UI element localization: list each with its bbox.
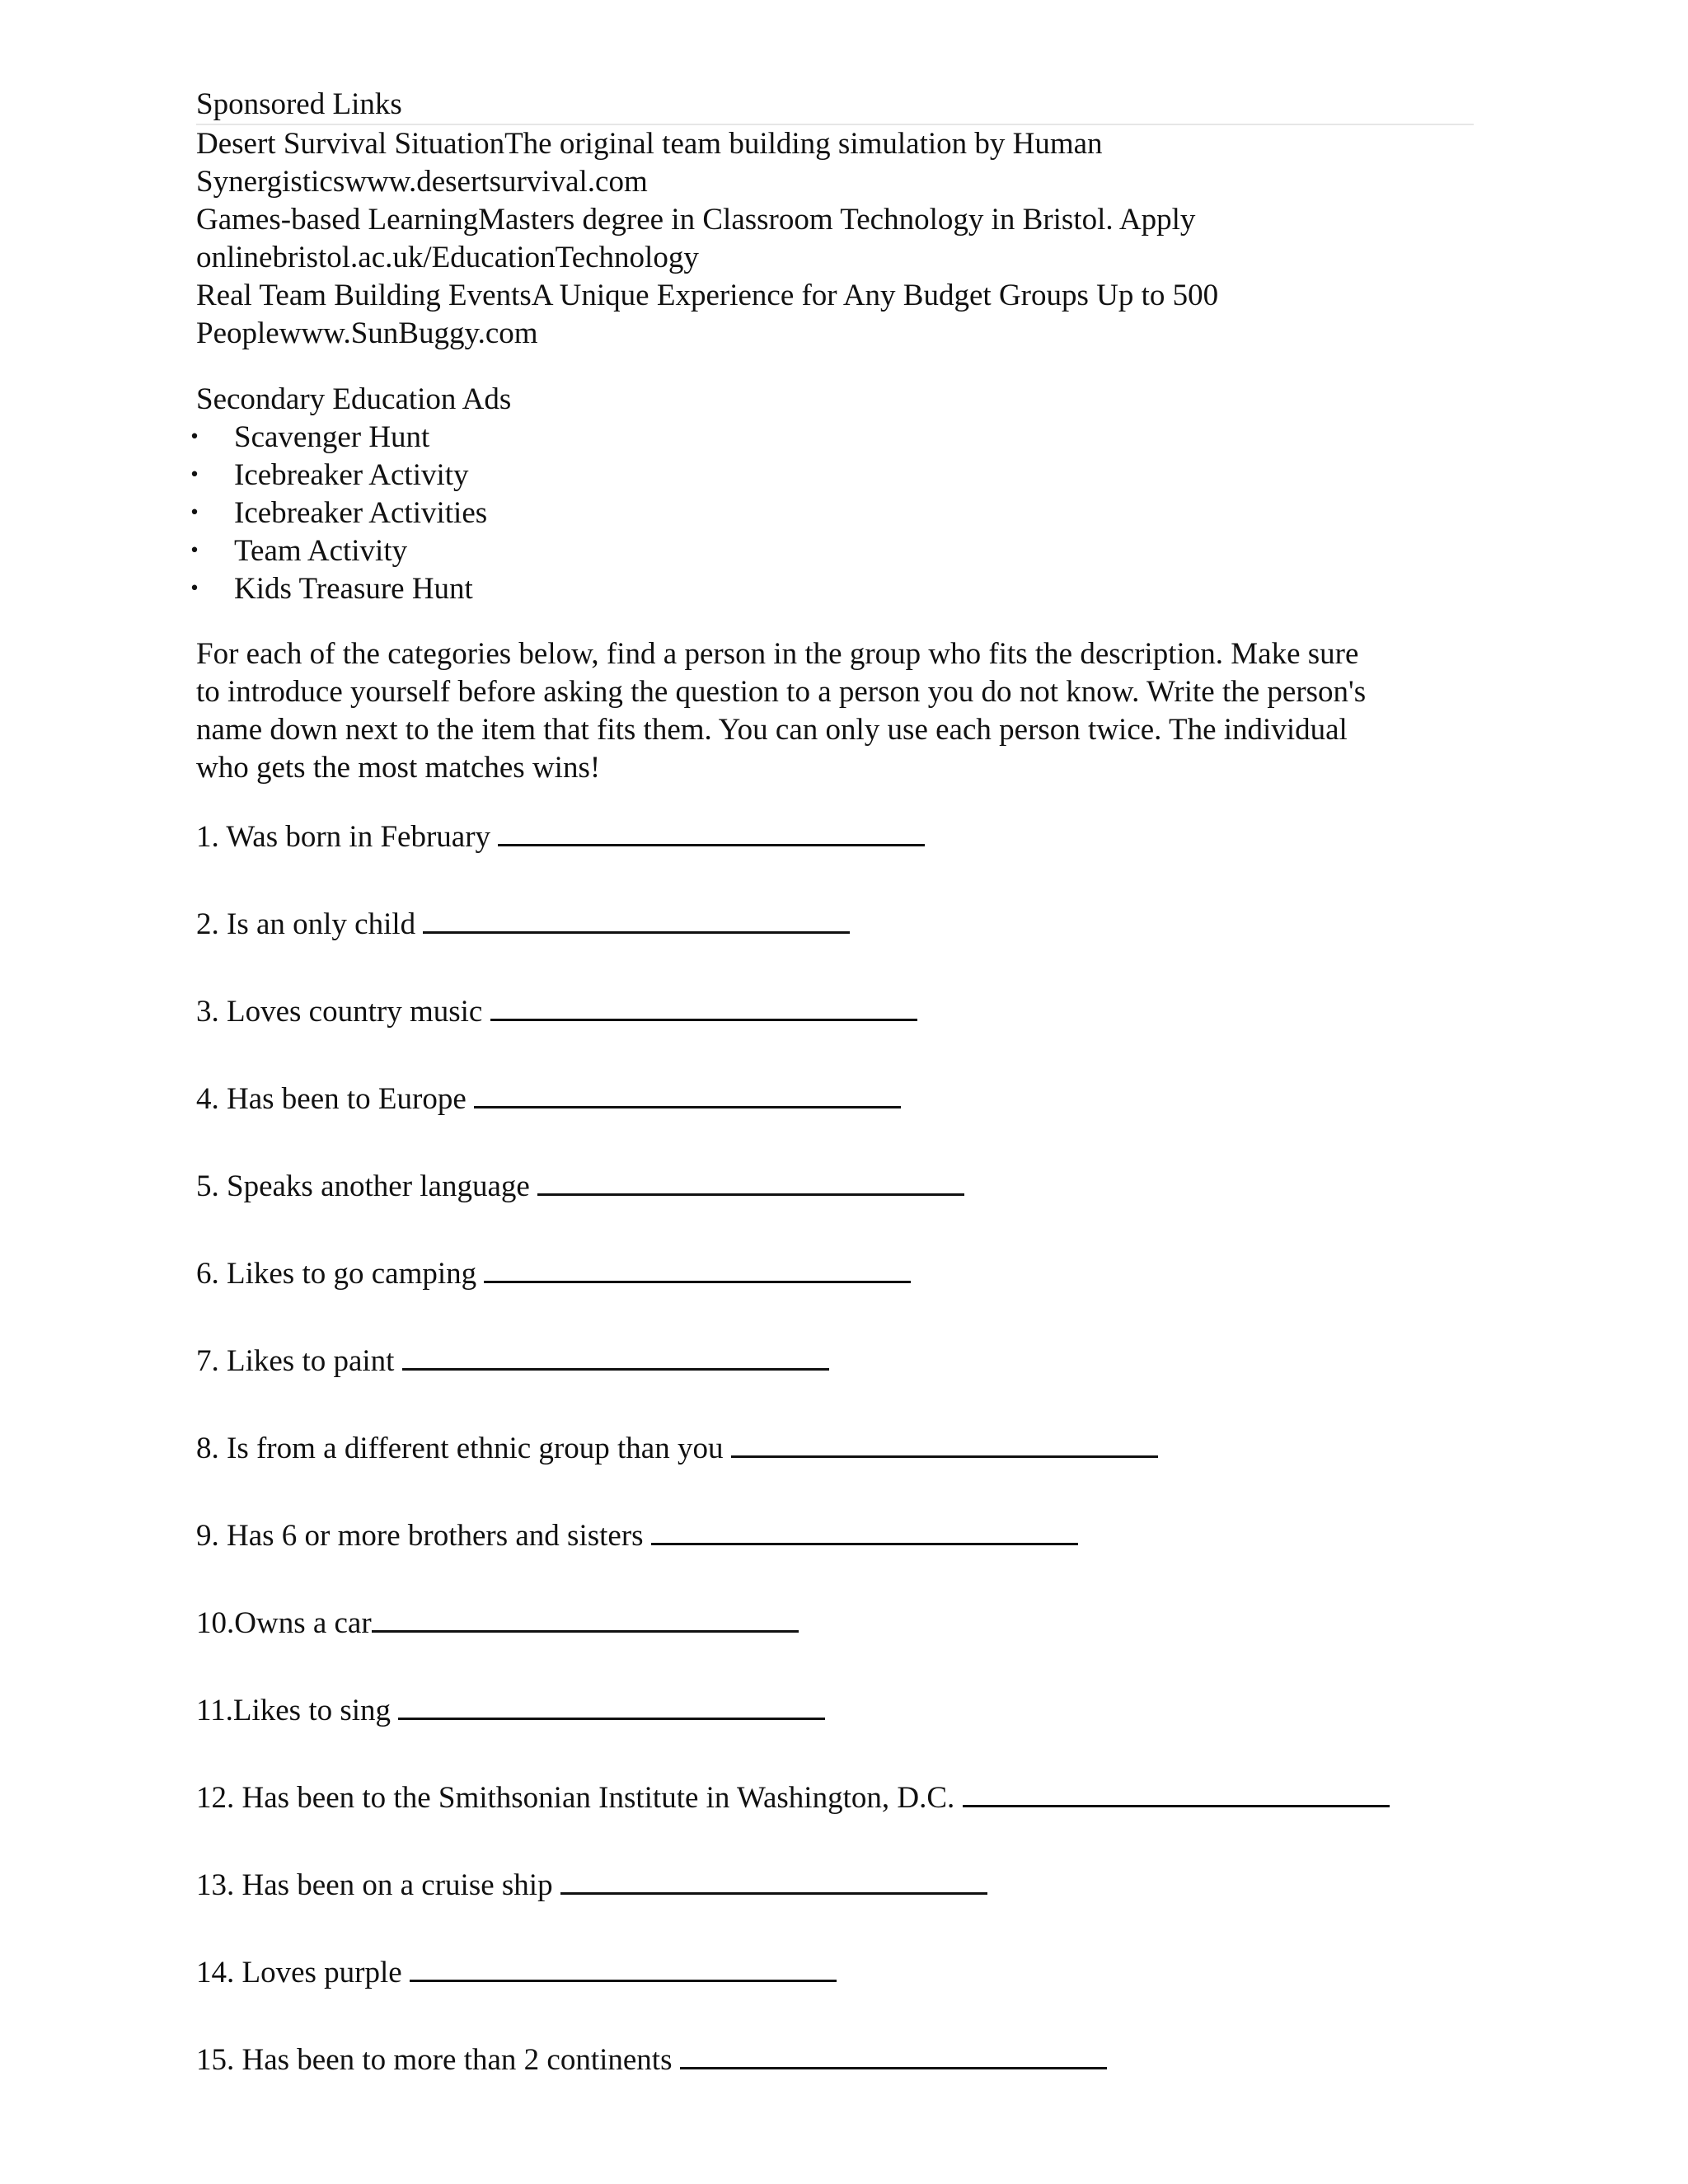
question-item (196, 1165, 1482, 1253)
question-text: 12. Has been to the Smithsonian Institute in Washington, D.C. (196, 1781, 955, 1815)
list-item-label[interactable]: Icebreaker Activities (234, 496, 488, 530)
question-text: 5. Speaks another language (196, 1169, 530, 1203)
worksheet-page (189, 86, 1482, 2126)
bullet-icon: • (189, 541, 200, 561)
secondary-ads-list (189, 419, 1482, 608)
instructions-line: name down next to the item that fits them. You can only use each person twice. The individual (196, 713, 1348, 747)
question-item (196, 816, 1482, 903)
question-text: 13. Has been on a cruise ship (196, 1868, 553, 1902)
answer-blank[interactable] (484, 1253, 911, 1283)
question-text: 15. Has been to more than 2 continents (196, 2043, 673, 2077)
question-text: 2. Is an only child (196, 907, 416, 941)
instructions-line: to introduce yourself before asking the question to a person you do not know. Write the person's (196, 675, 1367, 709)
list-item[interactable] (189, 419, 1482, 457)
bullet-icon: • (189, 579, 200, 599)
instructions-line: For each of the categories below, find a person in the group who fits the description. Make sure (196, 637, 1359, 671)
answer-blank[interactable] (560, 1864, 987, 1895)
sponsored-ad[interactable] (196, 201, 1482, 277)
sponsored-ad-line[interactable]: onlinebristol.ac.uk/EducationTechnology (196, 241, 699, 274)
answer-blank[interactable] (410, 1952, 837, 1982)
question-text: 3. Loves country music (196, 995, 483, 1029)
instructions-paragraph (196, 635, 1465, 787)
sponsored-ad[interactable] (196, 277, 1482, 353)
answer-blank[interactable] (963, 1777, 1390, 1807)
list-item[interactable] (189, 532, 1482, 570)
question-item (196, 991, 1482, 1078)
question-text: 4. Has been to Europe (196, 1082, 467, 1116)
question-item (196, 1340, 1482, 1427)
question-item (196, 1427, 1482, 1515)
question-item (196, 1952, 1482, 2039)
bullet-icon: • (189, 427, 200, 448)
answer-blank[interactable] (474, 1078, 901, 1108)
instructions-line: who gets the most matches wins! (196, 751, 601, 785)
list-item-label[interactable]: Team Activity (234, 534, 408, 568)
answer-blank[interactable] (490, 991, 917, 1021)
answer-blank[interactable] (537, 1165, 964, 1196)
sponsored-ad-line[interactable]: Synergisticswww.desertsurvival.com (196, 165, 648, 199)
sponsored-ad-line[interactable]: Games-based LearningMasters degree in Classroom Technology in Bristol. Apply (196, 203, 1196, 237)
question-item (196, 1777, 1482, 1864)
question-text: 7. Likes to paint (196, 1344, 395, 1378)
list-item[interactable] (189, 570, 1482, 608)
question-list (196, 816, 1482, 2126)
question-text: 9. Has 6 or more brothers and sisters (196, 1519, 644, 1553)
question-text: 8. Is from a different ethnic group than you (196, 1432, 724, 1465)
list-item-label[interactable]: Scavenger Hunt (234, 420, 430, 454)
list-item[interactable] (189, 457, 1482, 494)
answer-blank[interactable] (372, 1602, 799, 1633)
list-item[interactable] (189, 494, 1482, 532)
sponsored-ad-line[interactable]: Real Team Building EventsA Unique Experience for Any Budget Groups Up to 500 (196, 279, 1219, 312)
question-text: 1. Was born in February (196, 820, 491, 854)
answer-blank[interactable] (402, 1340, 829, 1371)
sponsored-ad[interactable] (196, 125, 1482, 201)
answer-blank[interactable] (680, 2039, 1107, 2069)
question-item (196, 903, 1482, 991)
answer-blank[interactable] (398, 1690, 825, 1720)
answer-blank[interactable] (498, 816, 925, 846)
secondary-education-ads-title: Secondary Education Ads (196, 382, 512, 416)
bullet-icon: • (189, 465, 200, 485)
question-item (196, 1602, 1482, 1690)
list-item-label[interactable]: Kids Treasure Hunt (234, 572, 473, 606)
question-text: 10.Owns a car (196, 1606, 372, 1640)
question-item (196, 1864, 1482, 1952)
question-text: 14. Loves purple (196, 1956, 402, 1990)
question-item (196, 2039, 1482, 2126)
question-item (196, 1253, 1482, 1340)
sponsored-ad-line[interactable]: Peoplewww.SunBuggy.com (196, 316, 538, 350)
list-item-label[interactable]: Icebreaker Activity (234, 458, 469, 492)
sponsored-links-header: Sponsored Links (196, 86, 1474, 125)
bullet-icon: • (189, 503, 200, 523)
answer-blank[interactable] (651, 1515, 1078, 1545)
question-text: 6. Likes to go camping (196, 1257, 477, 1291)
answer-blank[interactable] (731, 1427, 1158, 1458)
sponsored-ad-line[interactable]: Desert Survival SituationThe original team building simulation by Human (196, 127, 1103, 161)
answer-blank[interactable] (423, 903, 850, 934)
question-item (196, 1515, 1482, 1602)
question-item (196, 1690, 1482, 1777)
question-item (196, 1078, 1482, 1165)
question-text: 11.Likes to sing (196, 1694, 392, 1727)
